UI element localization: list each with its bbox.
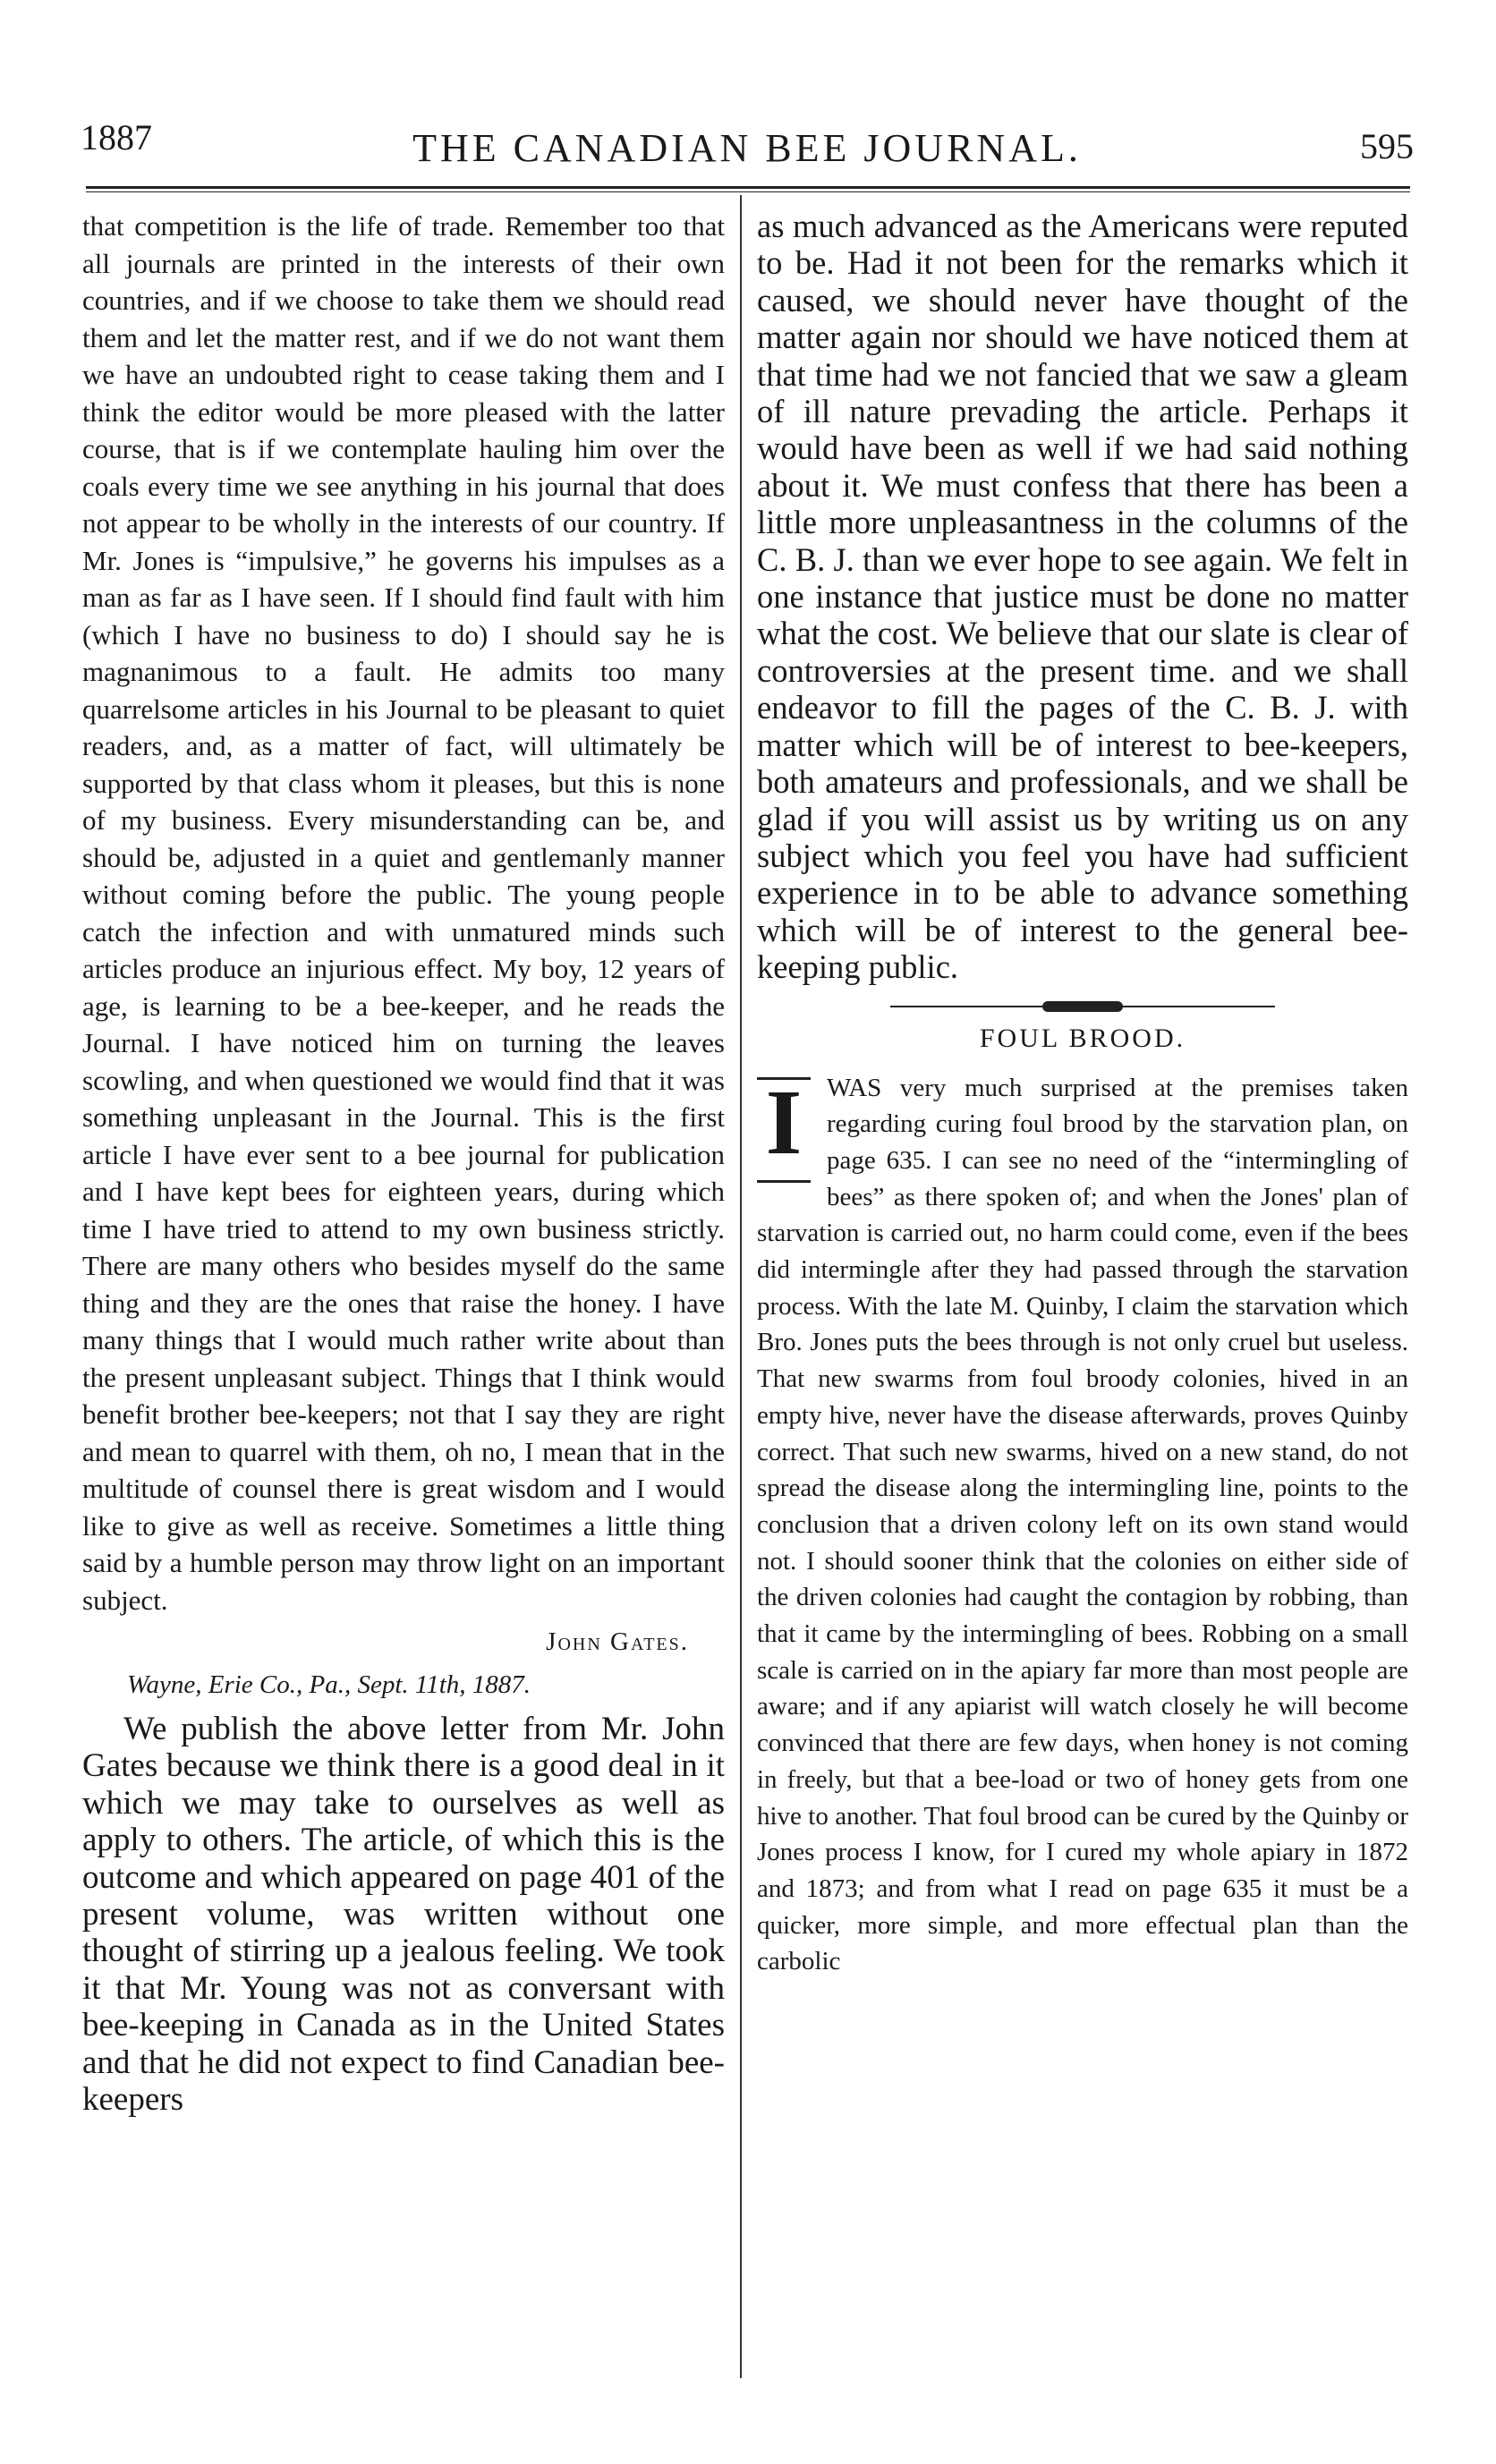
drop-cap: I (757, 1077, 811, 1183)
letter-dateline: Wayne, Erie Co., Pa., Sept. 11th, 1887. (127, 1670, 531, 1699)
page-number: 595 (1360, 126, 1414, 166)
section-ornament-divider (890, 998, 1275, 1015)
editor-note: We publish the above letter from Mr. John Gates because we think there is a good deal in it which we may take to ourselves as well as apply to others. The article, of which this is the outcome and which appeared on page 401 of the present volume, was written without one thought of stirring up a jealous feeling. We took it that Mr. Young was not as conversant with bee-keeping in Canada as in the United States and that he did not expect to find Canadian bee-keepers (82, 1711, 725, 2119)
column-divider (740, 195, 742, 2378)
ornament-line-right (1123, 1006, 1275, 1007)
letter-body: that competition is the life of trade. Remember too that all journals are printed in the interests of their own countries, and if we choose to take them we should read them and let the matter rest, and if we do not want them we have an undoubted right to cease taking them and I think the editor would be more pleased with the latter course, that is if we contemplate hauling him over the coals every time we see anything in his journal that does not appear to be wholly in the interests of our country. If Mr. Jones is “impulsive,” he governs his impulses as a man as far as I have seen. If I should find fault with him (which I have no business to do) I should say he is magnanimous to a fault. He admits too many quarrelsome articles in his Journal to be pleasant to quiet readers, and, as a matter of fact, will ultimately be supported by that class whom it pleases, but this is none of my business. Every misunderstanding can be, and should be, adjusted in a quiet and gentlemanly manner without coming before the public. The young people catch the infection and with unmatured minds such articles produce an injurious effect. My boy, 12 years of age, is learning to be a bee-keeper, and he reads the Journal. I have noticed him on turning the leaves scowling, and when questioned we would find that it was something unpleasant in the Journal. This is the first article I have ever sent to a bee journal for publication and I have kept bees for eighteen years, during which time I have tried to attend to my own business strictly. There are many others who besides myself do the same thing and they are the ones that raise the honey. I have many things that I would much rather write about than the present unpleasant subject. Things that I think would benefit brother bee-keepers; not that I say they are right and mean to quarrel with them, oh no, I mean that in the multitude of counsel there is great wisdom and I would like to give as well as receive. Sometimes a little thing said by a humble person may throw light on an important subject. (82, 210, 725, 1616)
running-head (81, 116, 1414, 179)
right-column (757, 208, 1408, 1980)
section-heading: FOUL BROOD. (979, 1023, 1186, 1053)
journal-title: THE CANADIAN BEE JOURNAL. (412, 126, 1082, 170)
header-rule (86, 186, 1410, 192)
letter-signature: John Gates. (546, 1627, 689, 1656)
ornament-line-left (890, 1006, 1042, 1007)
ornament-center (1042, 1001, 1123, 1012)
editor-note-continuation: as much advanced as the Americans were reputed to be. Had it not been for the remarks which it caused, we should never have thought of the matter again nor should we have noticed them at that time had we not fancied that we saw a gleam of ill nature prevading the article. Perhaps it would have been as well if we had said nothing about it. We must confess that there has been a little more unpleasantness in the columns of the C. B. J. than we ever hope to see again. We felt in one instance that justice must be done no matter what the cost. We believe that our slate is clear of controversies at the present time. and we shall endeavor to fill the pages of the C. B. J. with matter which will be of interest to bee-keepers, both amateurs and professionals, and we shall be glad if you will assist us by writing us on any subject which you feel you have had sufficient experience in to be able to advance something which will be of interest to the general bee-keeping public. (757, 208, 1408, 986)
article-body: WAS very much surprised at the premises taken regarding curing foul brood by the starvation plan, on page 635. I can see no need of the “intermingling of bees” as there spoken of; and when the Jones' plan of starvation is carried out, no harm could come, even if the bees did intermingle after they had passed through the starvation process. With the late M. Quinby, I claim the starvation which Bro. Jones puts the bees through is not only cruel but useless. That new swarms from foul broody colonies, hived in an empty hive, never have the disease afterwards, proves Quinby correct. That such new swarms, hived on a new stand, do not spread the disease along the intermingling line, points to the conclusion that a driven colony left on its own stand would not. I should sooner think that the colonies on either side of the driven colonies had caught the contagion by robbing, than that it came by the intermingling of bees. Robbing on a small scale is carried on in the apiary far more than most people are aware; and if any apiarist will watch closely he will become convinced that there are few days, when honey is not coming in freely, but that a bee-load or two of honey gets from one hive to another. That foul brood can be cured by the Quinby or Jones process I know, for I cured my whole apiary in 1872 and 1873; and from what I read on page 635 it must be a quicker, more simple, and more effectual plan than the carbolic (757, 1073, 1408, 1976)
header-year: 1887 (81, 117, 152, 157)
left-column (82, 208, 725, 2118)
foul-brood-article (757, 1070, 1408, 1981)
